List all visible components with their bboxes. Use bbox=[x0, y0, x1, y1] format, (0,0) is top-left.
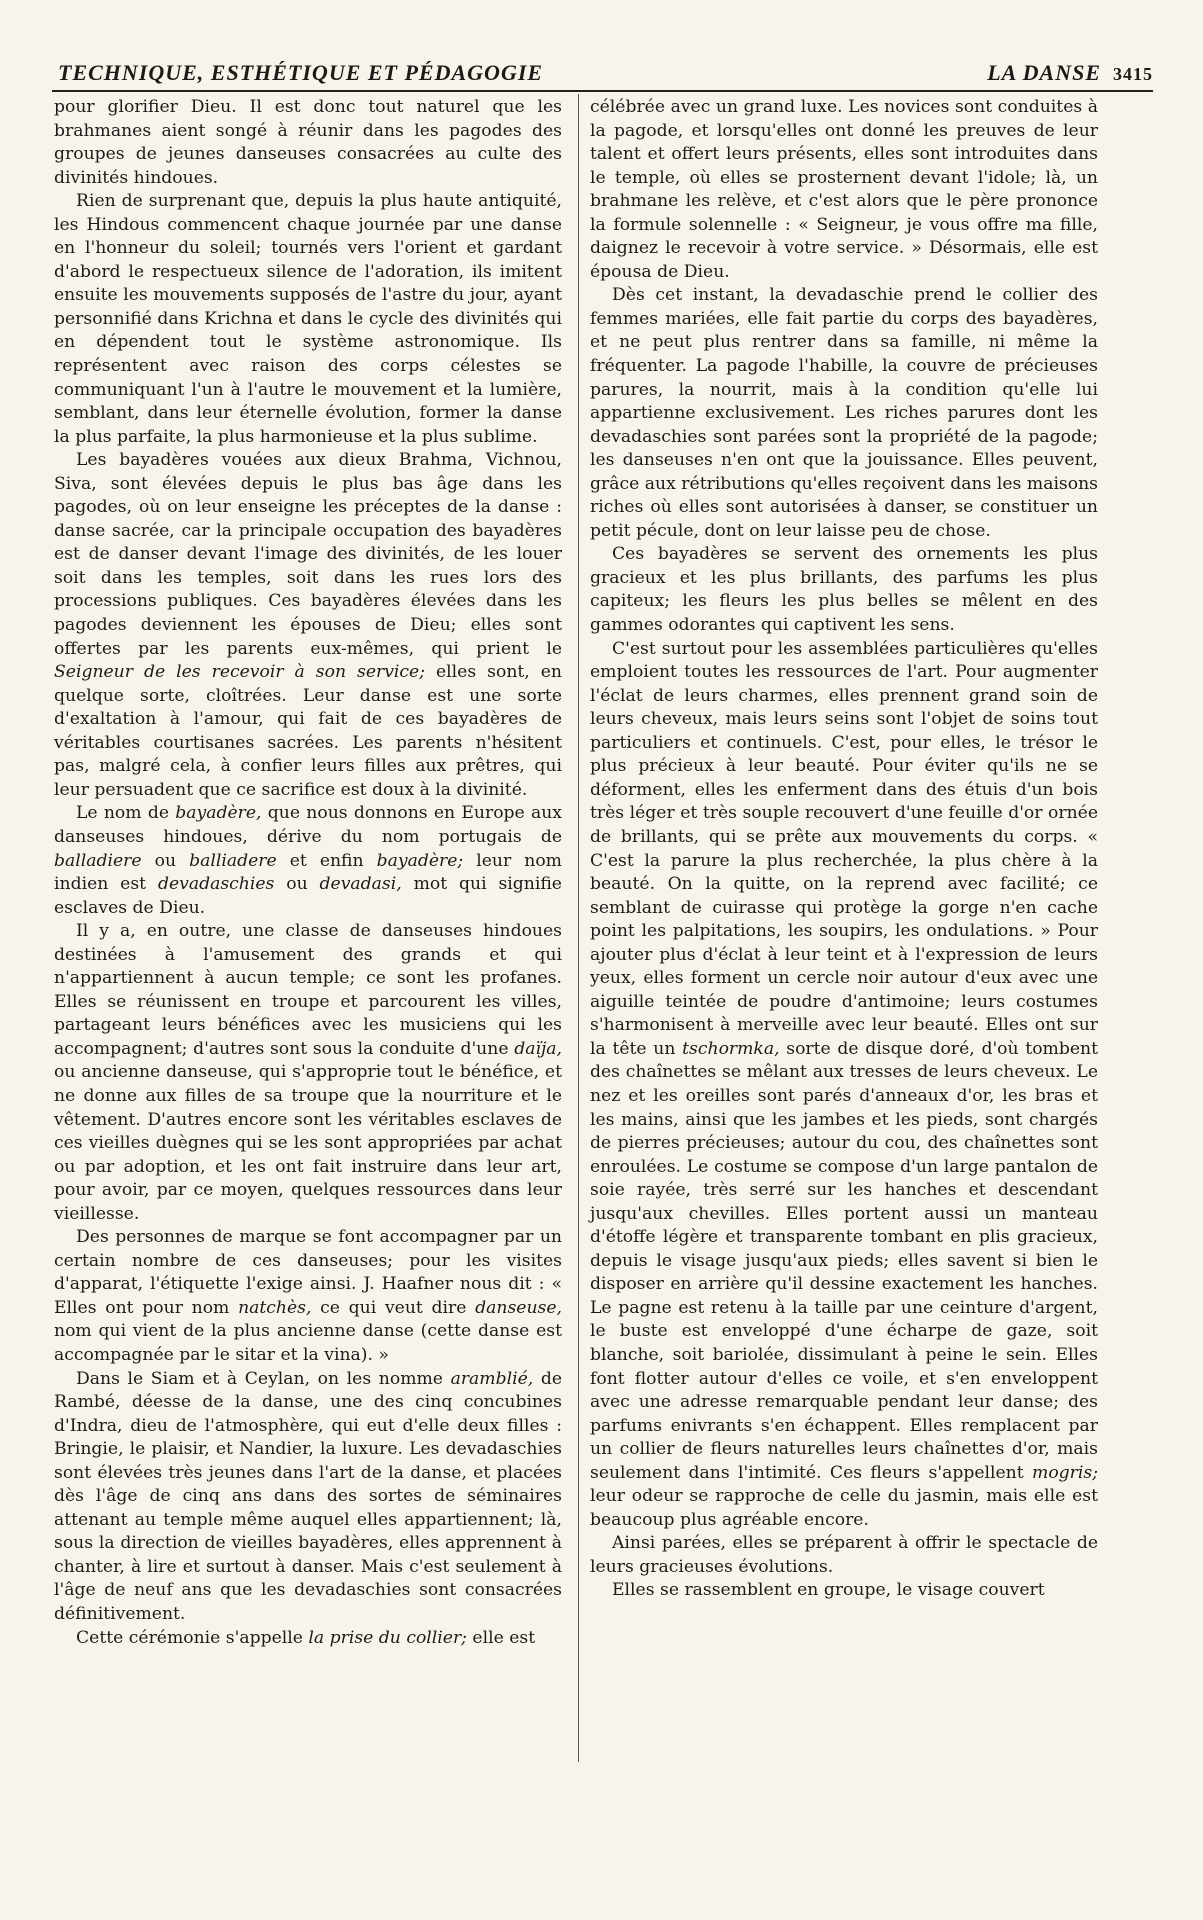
paragraph bbox=[54, 802, 562, 920]
paragraph bbox=[590, 1532, 1098, 1579]
paragraph-text: Dans le Siam et à Ceylan, on les nomme bbox=[76, 1368, 451, 1389]
paragraph-text: ou bbox=[141, 850, 190, 871]
paragraph-text: elles sont, en quelque sorte, cloîtrées. Leur danse est une sorte d'exaltation à l'amour, qui fait de ces bayadères de véritables courtisanes sacrées. Les parents n'hésitent pas, malgré cela, à confier leurs filles aux prêtres, qui leur persuadent que ce sacrifice est doux à la divinité. bbox=[54, 662, 562, 800]
paragraph-text: que nous donnons en Europe aux danseuses hindoues, dérive du nom portugais de bbox=[54, 803, 562, 847]
italic-text: devadaschies bbox=[157, 874, 275, 895]
paragraph-text: nom qui vient de la plus ancienne danse (cette danse est accompagnée par le sitar et la vina). » bbox=[54, 1321, 562, 1365]
paragraph-text: ce qui veut dire bbox=[311, 1297, 476, 1318]
left-column bbox=[54, 96, 562, 1650]
paragraph-text: leur odeur se rapproche de celle du jasmin, mais elle est beaucoup plus agréable encore. bbox=[590, 1486, 1098, 1530]
paragraph-text: Cette cérémonie s'appelle bbox=[76, 1627, 309, 1648]
paragraph-text: Les bayadères vouées aux dieux Brahma, Vichnou, Siva, sont élevées depuis le plus bas âge dans les pagodes, où on leur enseigne les préceptes de la danse : danse sacrée, car la principale occupation des bayadères est de danser devant l'image des divinités, de les louer soit dans les temples, soit dans les rues lors des processions publiques. Ces bayadères élevées dans les pagodes deviennent les épouses de Dieu; elles sont offertes par les parents eux-mêmes, qui prient le bbox=[54, 450, 562, 659]
paragraph-text: Le nom de bbox=[76, 803, 176, 824]
paragraph-text: Des personnes de marque se font accompagner par un certain nombre de ces danseuses; pour les visites d'apparat, l'étiquette l'exige ainsi. J. Haafner nous dit : « Elles ont pour nom bbox=[54, 1227, 562, 1318]
paragraph bbox=[590, 543, 1098, 637]
right-column bbox=[590, 96, 1098, 1603]
paragraph bbox=[590, 1579, 1098, 1603]
header-rule bbox=[52, 90, 1153, 92]
running-header bbox=[52, 60, 1153, 86]
paragraph-text: célébrée avec un grand luxe. Les novices sont conduites à la pagode, et lorsqu'elles ont donné les preuves de leur talent et offert leurs présents, elles sont introduites dans le temple, où elles se prosternent devant l'idole; là, un brahmane les relève, et c'est alors que le père prononce la formule solennelle : « Seigneur, je vous offre ma fille, daignez le recevoir à votre service. » Désormais, elle est épousa de Dieu. bbox=[590, 97, 1098, 282]
paragraph-text: et enfin bbox=[276, 850, 377, 871]
italic-text: bayadère; bbox=[376, 850, 464, 871]
column-divider bbox=[578, 94, 579, 1762]
paragraph-text: leur nom indien est bbox=[54, 850, 562, 895]
paragraph-text: Ainsi parées, elles se préparent à offrir le spectacle de leurs gracieuses évolutions. bbox=[590, 1533, 1098, 1577]
italic-text: aramblié, bbox=[450, 1368, 534, 1389]
paragraph bbox=[54, 1226, 562, 1367]
paragraph bbox=[54, 449, 562, 802]
paragraph-text: Ces bayadères se servent des ornements les plus gracieux et les plus brillants, des parfums les plus capiteux; les fleurs les plus belles se mêlent en des gammes odorantes qui captivent les sens. bbox=[590, 544, 1098, 636]
italic-text: balliadere bbox=[189, 850, 277, 871]
italic-text: danseuse, bbox=[475, 1297, 562, 1318]
paragraph bbox=[590, 284, 1098, 543]
italic-text: mogris; bbox=[1032, 1462, 1098, 1483]
italic-text: balladiere bbox=[54, 850, 142, 871]
paragraph-text: Rien de surprenant que, depuis la plus haute antiquité, les Hindous commencent chaque journée par une danse en l'honneur du soleil; tournés vers l'orient et gardant d'abord le respectueux silence de l'adoration, ils imitent ensuite les mouvements supposés de l'astre du jour, ayant personnifié dans Krichna et dans le cycle des divinités qui en dépendent tout le système astronomique. Ils représentent avec raison des corps célestes se communiquant l'un à l'autre le mouvement et la lumière, semblant, dans leur éternelle évolution, former la danse la plus parfaite, la plus harmonieuse et la plus sublime. bbox=[54, 191, 562, 447]
paragraph bbox=[54, 1368, 562, 1627]
paragraph bbox=[54, 96, 562, 190]
header-right bbox=[987, 60, 1153, 86]
paragraph-text: pour glorifier Dieu. Il est donc tout naturel que les brahmanes aient songé à réunir dans les pagodes des groupes de jeunes danseuses consacrées au culte des divinités hindoues. bbox=[54, 97, 562, 188]
italic-text: devadasi, bbox=[319, 874, 402, 895]
paragraph-text: C'est surtout pour les assemblées particulières qu'elles emploient toutes les ressources de l'art. Pour augmenter l'éclat de leurs charmes, elles prennent grand soin de leurs cheveux, mais leurs seins sont l'objet de soins tout particuliers et continuels. C'est, pour elles, le trésor le plus précieux à leur beauté. Pour éviter qu'ils ne se déforment, elles les enferment dans des étuis d'un bois très léger et très souple recouvert d'une feuille d'or ornée de brillants, qui se prête aux mouvements du corps. « C'est la parure la plus recherchée, la plus chère à la beauté. On la quitte, on la reprend avec facilité; ce semblant de cuirasse qui protège la gorge n'en cache point les palpitations, les soupirs, les ondulations. » Pour ajouter plus d'éclat à leur teint et à l'expression de leurs yeux, elles forment un cercle noir autour d'eux avec une aiguille teintée de poudre d'antimoine; leurs costumes s'harmonisent à merveille avec leur beauté. Elles ont sur la tête un bbox=[590, 638, 1098, 1059]
italic-text: tschormka, bbox=[682, 1038, 780, 1059]
paragraph-text: sorte de disque doré, d'où tombent des chaînettes se mêlant aux tresses de leurs cheveux. Le nez et les oreilles sont parés d'anneaux d'or, les bras et les mains, ainsi que les jambes et les pieds, sont chargés de pierres précieuses; autour du cou, des chaînettes sont enroulées. Le costume se compose d'un large pantalon de soie rayée, très serré sur les hanches et descendant jusqu'aux chevilles. Elles portent aussi un manteau d'étoffe légère et transparente tombant en plis gracieux, depuis le visage jusqu'aux pieds; elles savent si bien le disposer en arrière qu'il dessine exactement les hanches. Le pagne est retenu à la taille par une ceinture d'argent, le buste est enveloppé d'une écharpe de gaze, soit blanche, soit bariolée, dissimulant à peine le sein. Elles font flotter autour d'elles ce voile, et s'en enveloppent avec une adresse remarquable pendant leur danse; des parfums enivrants s'en échappent. Elles remplacent par un collier de fleurs naturelles leurs chaînettes d'or, mais seulement dans l'intimité. Ces fleurs s'appellent bbox=[590, 1038, 1098, 1483]
paragraph bbox=[590, 638, 1098, 1533]
header-section-title: TECHNIQUE, ESTHÉTIQUE ET PÉDAGOGIE bbox=[58, 60, 544, 85]
paragraph-text: ou bbox=[274, 874, 320, 895]
paragraph-text: Dès cet instant, la devadaschie prend le collier des femmes mariées, elle fait partie du corps des bayadères, et ne peut plus rentrer dans sa famille, ni même la fréquenter. La pagode l'habille, la couvre de précieuses parures, la nourrit, mais à la condition qu'elle lui appartienne exclusivement. Les riches parures dont les devadaschies sont parées sont la propriété de la pagode; les danseuses n'en ont que la jouissance. Elles peuvent, grâce aux rétributions qu'elles reçoivent dans les maisons riches où elles sont autorisées à danser, se constituer un petit pécule, dont on leur laisse peu de chose. bbox=[590, 285, 1098, 541]
paragraph-text: Elles se rassemblent en groupe, le visage couvert bbox=[612, 1580, 1045, 1601]
italic-text: daïja, bbox=[514, 1038, 562, 1059]
paragraph bbox=[54, 1627, 562, 1651]
page-number: 3415 bbox=[1113, 64, 1153, 84]
italic-text: bayadère, bbox=[175, 803, 262, 824]
paragraph-text: elle est bbox=[466, 1627, 536, 1648]
paragraph-text: de Rambé, déesse de la danse, une des cinq concubines d'Indra, dieu de l'atmosphère, qui eut d'elle deux filles : Bringie, le plaisir, et Nandier, la luxure. Les devadaschies sont élevées très jeunes dans l'art de la danse, et placées dès l'âge de cinq ans dans des sortes de séminaires attenant au temple même auquel elles appartiennent; là, sous la direction de vieilles bayadères, elles apprennent à chanter, à lire et surtout à danser. Mais c'est seulement à l'âge de neuf ans que les devadaschies sont consacrées définitivement. bbox=[54, 1368, 562, 1624]
italic-text: natchès, bbox=[238, 1297, 312, 1318]
header-chapter-title: LA DANSE bbox=[987, 60, 1101, 85]
paragraph-text: Il y a, en outre, une classe de danseuses hindoues destinées à l'amusement des grands et qui n'appartiennent à aucun temple; ce sont les profanes. Elles se réunissent en troupe et parcourent les villes, partageant leurs bénéfices avec les musiciens qui les accompagnent; d'autres sont sous la conduite d'une bbox=[54, 921, 562, 1059]
paragraph-text: mot qui signifie esclaves de Dieu. bbox=[54, 874, 562, 918]
italic-text: Seigneur de les recevoir à son service; bbox=[54, 662, 426, 683]
paragraph bbox=[54, 920, 562, 1226]
italic-text: la prise du collier; bbox=[308, 1627, 467, 1648]
paragraph-text: ou ancienne danseuse, qui s'approprie tout le bénéfice, et ne donne aux filles de sa troupe que la nourriture et le vêtement. D'autres encore sont les véritables esclaves de ces vieilles duègnes qui se les sont appropriées par achat ou par adoption, et les ont fait instruire dans leur art, pour avoir, par ce moyen, quelques ressources dans leur vieillesse. bbox=[54, 1062, 562, 1224]
paragraph bbox=[54, 190, 562, 449]
paragraph bbox=[590, 96, 1098, 284]
